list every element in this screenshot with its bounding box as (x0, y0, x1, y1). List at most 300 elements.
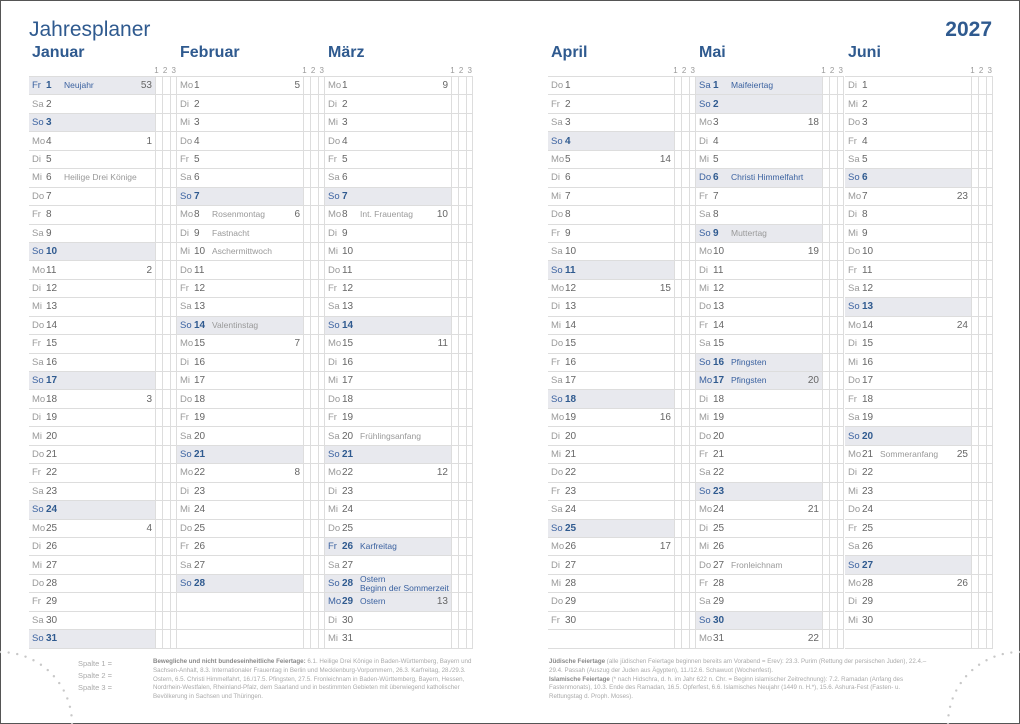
day-row[interactable] (548, 261, 696, 279)
column-3-cell[interactable] (318, 427, 325, 444)
day-cell[interactable] (325, 390, 451, 407)
column-2-cell[interactable] (829, 243, 836, 260)
day-row[interactable] (29, 243, 177, 261)
column-1-cell[interactable] (822, 95, 829, 112)
day-cell[interactable] (29, 335, 155, 352)
column-3-cell[interactable] (318, 77, 325, 94)
column-1-cell[interactable] (155, 390, 162, 407)
column-2-cell[interactable] (458, 538, 465, 555)
day-row[interactable] (177, 372, 325, 390)
column-1-cell[interactable] (971, 501, 978, 518)
column-2-cell[interactable] (978, 593, 985, 610)
day-cell[interactable] (845, 575, 971, 592)
column-3-cell[interactable] (318, 372, 325, 389)
day-cell[interactable] (548, 188, 674, 205)
column-1-cell[interactable] (971, 612, 978, 629)
column-1-cell[interactable] (303, 188, 310, 205)
day-cell[interactable] (845, 556, 971, 573)
day-row[interactable] (177, 95, 325, 113)
column-2-cell[interactable] (978, 446, 985, 463)
column-3-cell[interactable] (318, 612, 325, 629)
day-row[interactable] (29, 206, 177, 224)
column-3-cell[interactable] (837, 169, 844, 186)
day-cell[interactable] (177, 206, 303, 223)
day-row[interactable] (845, 317, 993, 335)
day-cell[interactable] (696, 298, 822, 315)
column-1-cell[interactable] (303, 206, 310, 223)
day-row[interactable] (177, 77, 325, 95)
column-1-cell[interactable] (451, 317, 458, 334)
day-row[interactable] (548, 483, 696, 501)
column-1-cell[interactable] (303, 446, 310, 463)
day-cell[interactable] (325, 612, 451, 629)
day-cell[interactable] (29, 538, 155, 555)
day-row[interactable] (325, 593, 473, 611)
day-row[interactable] (548, 538, 696, 556)
day-row[interactable] (845, 280, 993, 298)
column-1-cell[interactable] (971, 556, 978, 573)
day-cell[interactable] (325, 464, 451, 481)
column-1-cell[interactable] (822, 409, 829, 426)
column-2-cell[interactable] (458, 483, 465, 500)
day-row[interactable] (29, 427, 177, 445)
day-cell[interactable] (29, 390, 155, 407)
column-2-cell[interactable] (681, 372, 688, 389)
column-1-cell[interactable] (971, 630, 978, 647)
column-3-cell[interactable] (466, 593, 473, 610)
day-cell[interactable] (325, 575, 451, 592)
day-row[interactable] (696, 593, 844, 611)
day-cell[interactable] (177, 261, 303, 278)
day-row[interactable] (177, 464, 325, 482)
column-2-cell[interactable] (829, 593, 836, 610)
column-2-cell[interactable] (829, 556, 836, 573)
day-row[interactable] (177, 298, 325, 316)
column-1-cell[interactable] (971, 520, 978, 537)
day-cell[interactable] (696, 575, 822, 592)
day-row[interactable] (325, 132, 473, 150)
column-2-cell[interactable] (458, 390, 465, 407)
column-1-cell[interactable] (451, 354, 458, 371)
day-row[interactable] (325, 225, 473, 243)
column-1-cell[interactable] (155, 243, 162, 260)
column-2-cell[interactable] (162, 409, 169, 426)
day-cell[interactable] (696, 151, 822, 168)
column-1-cell[interactable] (451, 225, 458, 242)
column-1-cell[interactable] (674, 538, 681, 555)
column-1-cell[interactable] (971, 225, 978, 242)
column-1-cell[interactable] (674, 593, 681, 610)
column-2-cell[interactable] (458, 280, 465, 297)
day-cell[interactable] (696, 520, 822, 537)
column-1-cell[interactable] (822, 280, 829, 297)
column-3-cell[interactable] (986, 298, 993, 315)
column-3-cell[interactable] (170, 520, 177, 537)
day-cell[interactable] (548, 280, 674, 297)
day-cell[interactable] (845, 95, 971, 112)
column-3-cell[interactable] (466, 151, 473, 168)
column-1-cell[interactable] (971, 298, 978, 315)
column-2-cell[interactable] (310, 335, 317, 352)
column-1-cell[interactable] (155, 612, 162, 629)
day-row[interactable] (548, 354, 696, 372)
day-cell[interactable] (548, 483, 674, 500)
day-cell[interactable] (696, 427, 822, 444)
column-2-cell[interactable] (458, 464, 465, 481)
column-1-cell[interactable] (303, 483, 310, 500)
column-3-cell[interactable] (466, 372, 473, 389)
column-3-cell[interactable] (466, 464, 473, 481)
column-1-cell[interactable] (822, 427, 829, 444)
empty-row[interactable] (177, 630, 325, 648)
column-1-cell[interactable] (155, 132, 162, 149)
column-2-cell[interactable] (162, 243, 169, 260)
column-3-cell[interactable] (689, 132, 696, 149)
day-row[interactable] (177, 354, 325, 372)
column-2-cell[interactable] (310, 446, 317, 463)
day-row[interactable] (696, 280, 844, 298)
column-1-cell[interactable] (155, 427, 162, 444)
column-2-cell[interactable] (458, 612, 465, 629)
column-1-cell[interactable] (822, 225, 829, 242)
day-row[interactable] (696, 390, 844, 408)
column-3-cell[interactable] (986, 243, 993, 260)
column-3-cell[interactable] (689, 501, 696, 518)
column-1-cell[interactable] (155, 501, 162, 518)
column-2-cell[interactable] (829, 427, 836, 444)
column-2-cell[interactable] (978, 206, 985, 223)
column-3-cell[interactable] (837, 280, 844, 297)
column-1-cell[interactable] (451, 575, 458, 592)
column-2-cell[interactable] (162, 575, 169, 592)
column-3-cell[interactable] (318, 280, 325, 297)
day-row[interactable] (177, 280, 325, 298)
column-3-cell[interactable] (170, 575, 177, 592)
day-row[interactable] (548, 372, 696, 390)
day-row[interactable] (696, 335, 844, 353)
column-1-cell[interactable] (822, 188, 829, 205)
column-3-cell[interactable] (466, 483, 473, 500)
day-row[interactable] (548, 77, 696, 95)
column-2-cell[interactable] (162, 612, 169, 629)
column-2-cell[interactable] (978, 261, 985, 278)
column-3-cell[interactable] (170, 261, 177, 278)
day-row[interactable] (696, 446, 844, 464)
column-2-cell[interactable] (310, 77, 317, 94)
day-row[interactable] (696, 95, 844, 113)
column-1-cell[interactable] (674, 114, 681, 131)
day-row[interactable] (845, 335, 993, 353)
column-3-cell[interactable] (837, 556, 844, 573)
day-cell[interactable] (325, 427, 451, 444)
column-2-cell[interactable] (681, 483, 688, 500)
column-3-cell[interactable] (170, 538, 177, 555)
column-1-cell[interactable] (822, 354, 829, 371)
column-2-cell[interactable] (310, 261, 317, 278)
column-3-cell[interactable] (466, 169, 473, 186)
column-2-cell[interactable] (681, 575, 688, 592)
day-row[interactable] (325, 169, 473, 187)
column-2-cell[interactable] (162, 77, 169, 94)
column-1-cell[interactable] (451, 298, 458, 315)
day-cell[interactable] (29, 372, 155, 389)
day-cell[interactable] (845, 354, 971, 371)
column-1-cell[interactable] (451, 556, 458, 573)
column-3-cell[interactable] (170, 132, 177, 149)
column-2-cell[interactable] (829, 206, 836, 223)
day-row[interactable] (845, 556, 993, 574)
column-1-cell[interactable] (971, 464, 978, 481)
day-row[interactable] (696, 188, 844, 206)
day-cell[interactable] (177, 390, 303, 407)
day-cell[interactable] (177, 95, 303, 112)
column-1-cell[interactable] (674, 188, 681, 205)
column-3-cell[interactable] (986, 575, 993, 592)
column-2-cell[interactable] (162, 280, 169, 297)
day-cell[interactable] (548, 427, 674, 444)
column-2-cell[interactable] (458, 169, 465, 186)
column-3-cell[interactable] (986, 335, 993, 352)
day-cell[interactable] (696, 280, 822, 297)
day-row[interactable] (29, 501, 177, 519)
column-3-cell[interactable] (837, 243, 844, 260)
day-cell[interactable] (177, 538, 303, 555)
day-cell[interactable] (548, 151, 674, 168)
day-cell[interactable] (696, 225, 822, 242)
column-1-cell[interactable] (822, 114, 829, 131)
day-cell[interactable] (177, 612, 303, 629)
day-row[interactable] (325, 243, 473, 261)
day-cell[interactable] (325, 280, 451, 297)
column-2-cell[interactable] (829, 261, 836, 278)
day-cell[interactable] (548, 575, 674, 592)
column-3-cell[interactable] (689, 464, 696, 481)
column-3-cell[interactable] (986, 188, 993, 205)
column-3-cell[interactable] (170, 427, 177, 444)
column-3-cell[interactable] (170, 630, 177, 647)
day-cell[interactable] (548, 538, 674, 555)
column-1-cell[interactable] (303, 409, 310, 426)
day-cell[interactable] (29, 483, 155, 500)
day-row[interactable] (845, 390, 993, 408)
column-3-cell[interactable] (318, 409, 325, 426)
column-3-cell[interactable] (689, 612, 696, 629)
column-3-cell[interactable] (318, 206, 325, 223)
column-1-cell[interactable] (971, 446, 978, 463)
column-2-cell[interactable] (310, 169, 317, 186)
column-1-cell[interactable] (451, 390, 458, 407)
column-1-cell[interactable] (971, 77, 978, 94)
column-2-cell[interactable] (458, 243, 465, 260)
column-2-cell[interactable] (162, 446, 169, 463)
column-2-cell[interactable] (681, 354, 688, 371)
column-1-cell[interactable] (451, 206, 458, 223)
column-2-cell[interactable] (162, 556, 169, 573)
column-2-cell[interactable] (162, 132, 169, 149)
day-row[interactable] (696, 354, 844, 372)
column-1-cell[interactable] (674, 390, 681, 407)
day-row[interactable] (325, 520, 473, 538)
column-3-cell[interactable] (318, 556, 325, 573)
column-1-cell[interactable] (303, 151, 310, 168)
day-row[interactable] (696, 298, 844, 316)
empty-row[interactable] (177, 593, 325, 611)
column-1-cell[interactable] (674, 280, 681, 297)
day-cell[interactable] (29, 317, 155, 334)
column-1-cell[interactable] (303, 77, 310, 94)
column-2-cell[interactable] (681, 556, 688, 573)
empty-row[interactable] (177, 612, 325, 630)
column-2-cell[interactable] (829, 501, 836, 518)
day-row[interactable] (29, 280, 177, 298)
day-cell[interactable] (696, 446, 822, 463)
column-3-cell[interactable] (170, 556, 177, 573)
column-2-cell[interactable] (162, 538, 169, 555)
column-3-cell[interactable] (466, 612, 473, 629)
day-row[interactable] (548, 243, 696, 261)
column-2-cell[interactable] (829, 151, 836, 168)
day-row[interactable] (548, 188, 696, 206)
day-row[interactable] (325, 483, 473, 501)
column-3-cell[interactable] (466, 390, 473, 407)
column-3-cell[interactable] (689, 354, 696, 371)
column-2-cell[interactable] (162, 354, 169, 371)
column-2-cell[interactable] (162, 372, 169, 389)
column-1-cell[interactable] (674, 575, 681, 592)
day-cell[interactable] (548, 114, 674, 131)
day-cell[interactable] (696, 317, 822, 334)
day-row[interactable] (696, 427, 844, 445)
column-3-cell[interactable] (170, 206, 177, 223)
column-2-cell[interactable] (458, 132, 465, 149)
day-row[interactable] (177, 114, 325, 132)
day-cell[interactable] (325, 538, 451, 555)
column-2-cell[interactable] (681, 335, 688, 352)
column-3-cell[interactable] (986, 556, 993, 573)
day-cell[interactable] (177, 427, 303, 444)
day-row[interactable] (177, 556, 325, 574)
column-1-cell[interactable] (155, 630, 162, 647)
day-cell[interactable] (29, 298, 155, 315)
column-3-cell[interactable] (689, 538, 696, 555)
column-3-cell[interactable] (318, 520, 325, 537)
column-3-cell[interactable] (170, 593, 177, 610)
column-3-cell[interactable] (986, 464, 993, 481)
column-1-cell[interactable] (674, 77, 681, 94)
column-1-cell[interactable] (451, 261, 458, 278)
column-3-cell[interactable] (986, 169, 993, 186)
column-2-cell[interactable] (978, 151, 985, 168)
day-row[interactable] (548, 390, 696, 408)
day-row[interactable] (325, 390, 473, 408)
column-1-cell[interactable] (822, 630, 829, 647)
day-row[interactable] (696, 612, 844, 630)
day-row[interactable] (325, 354, 473, 372)
column-1-cell[interactable] (674, 169, 681, 186)
day-row[interactable] (845, 593, 993, 611)
column-1-cell[interactable] (155, 575, 162, 592)
column-2-cell[interactable] (978, 464, 985, 481)
column-3-cell[interactable] (170, 354, 177, 371)
column-1-cell[interactable] (674, 464, 681, 481)
day-row[interactable] (177, 225, 325, 243)
day-row[interactable] (845, 354, 993, 372)
day-cell[interactable] (696, 77, 822, 94)
column-3-cell[interactable] (986, 390, 993, 407)
day-row[interactable] (845, 77, 993, 95)
day-cell[interactable] (696, 593, 822, 610)
day-row[interactable] (548, 593, 696, 611)
column-2-cell[interactable] (681, 151, 688, 168)
column-1-cell[interactable] (451, 114, 458, 131)
column-3-cell[interactable] (837, 630, 844, 647)
column-1-cell[interactable] (822, 593, 829, 610)
column-2-cell[interactable] (458, 225, 465, 242)
day-cell[interactable] (29, 593, 155, 610)
day-row[interactable] (29, 630, 177, 648)
day-row[interactable] (29, 593, 177, 611)
column-2-cell[interactable] (310, 354, 317, 371)
day-cell[interactable] (548, 169, 674, 186)
day-cell[interactable] (845, 151, 971, 168)
column-3-cell[interactable] (986, 501, 993, 518)
column-1-cell[interactable] (674, 317, 681, 334)
column-1-cell[interactable] (155, 225, 162, 242)
day-row[interactable] (325, 446, 473, 464)
day-row[interactable] (325, 409, 473, 427)
column-1-cell[interactable] (303, 280, 310, 297)
day-cell[interactable] (325, 95, 451, 112)
column-1-cell[interactable] (674, 354, 681, 371)
column-1-cell[interactable] (155, 354, 162, 371)
column-2-cell[interactable] (978, 390, 985, 407)
column-2-cell[interactable] (829, 390, 836, 407)
column-2-cell[interactable] (829, 335, 836, 352)
day-row[interactable] (325, 335, 473, 353)
column-2-cell[interactable] (681, 225, 688, 242)
day-cell[interactable] (845, 630, 971, 647)
day-cell[interactable] (548, 501, 674, 518)
day-row[interactable] (696, 132, 844, 150)
day-cell[interactable] (29, 280, 155, 297)
column-2-cell[interactable] (310, 132, 317, 149)
column-3-cell[interactable] (318, 151, 325, 168)
column-3-cell[interactable] (466, 206, 473, 223)
day-cell[interactable] (845, 372, 971, 389)
column-3-cell[interactable] (689, 261, 696, 278)
column-3-cell[interactable] (466, 556, 473, 573)
column-3-cell[interactable] (837, 354, 844, 371)
column-1-cell[interactable] (303, 556, 310, 573)
day-row[interactable] (548, 520, 696, 538)
column-3-cell[interactable] (986, 225, 993, 242)
column-2-cell[interactable] (681, 77, 688, 94)
column-3-cell[interactable] (689, 372, 696, 389)
column-1-cell[interactable] (822, 612, 829, 629)
column-1-cell[interactable] (451, 427, 458, 444)
day-row[interactable] (548, 114, 696, 132)
day-cell[interactable] (177, 335, 303, 352)
day-row[interactable] (845, 225, 993, 243)
column-3-cell[interactable] (466, 538, 473, 555)
column-2-cell[interactable] (310, 538, 317, 555)
day-row[interactable] (177, 243, 325, 261)
column-2-cell[interactable] (310, 409, 317, 426)
column-2-cell[interactable] (681, 390, 688, 407)
column-3-cell[interactable] (837, 206, 844, 223)
column-2-cell[interactable] (310, 372, 317, 389)
day-row[interactable] (548, 206, 696, 224)
